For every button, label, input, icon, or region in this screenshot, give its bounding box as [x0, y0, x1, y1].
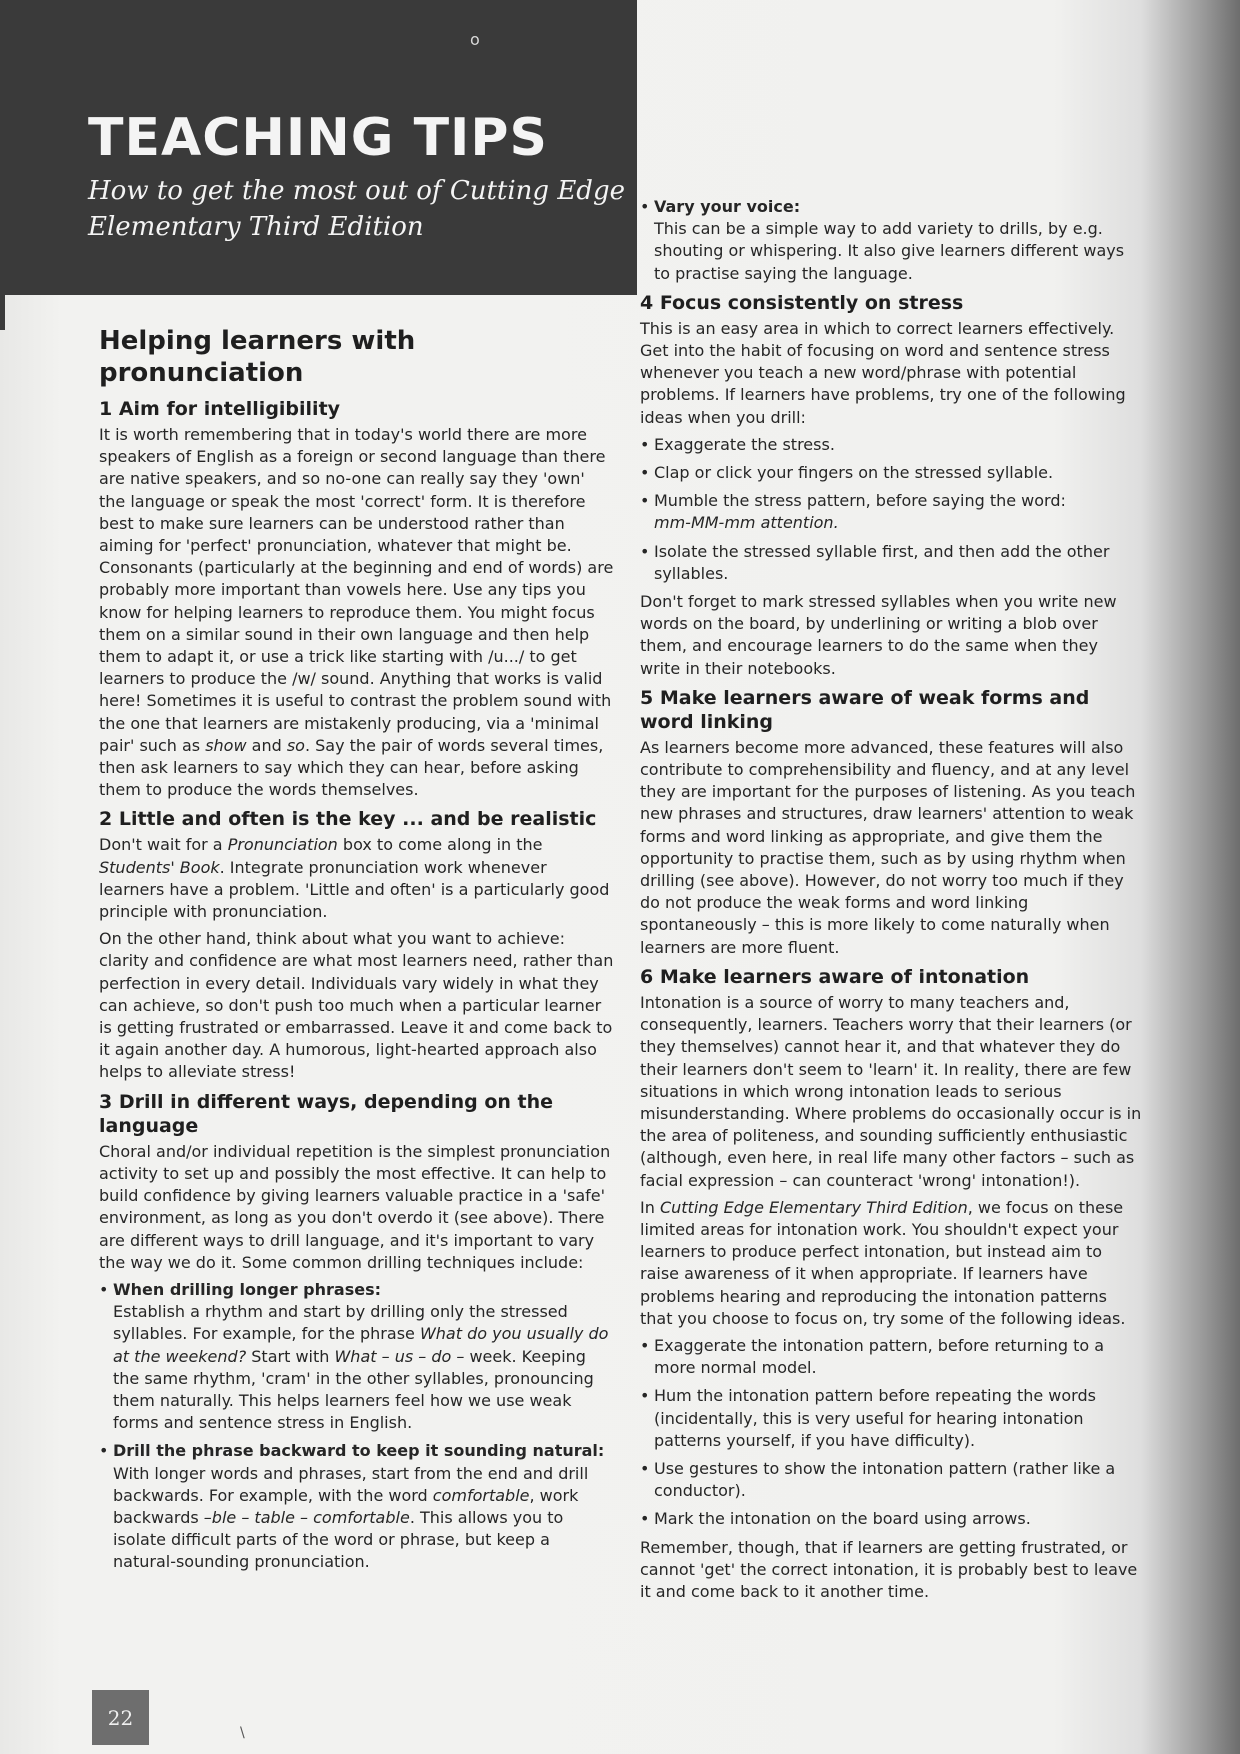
- list-item: [99, 1279, 614, 1434]
- text-run: . Integrate pronunciation work whenever learners have a problem. 'Little and often' is a particularly good principle with pronunciation.: [99, 857, 610, 922]
- text-run-italic: What do you usually do at the weekend?: [113, 1324, 609, 1366]
- text-run: Don't wait for a: [99, 835, 228, 855]
- tip-4-paragraph-1: This is an easy area in which to correct learners effectively. Get into the habit of focusing on word and sentence stress whenever you teach a new word/phrase with potential problems. If learners have problems, try one of the following ideas when you drill:: [640, 318, 1126, 427]
- text-run: . This allows you to isolate difficult parts of the word or phrase, but keep a natural-sounding pronunciation.: [113, 1507, 564, 1572]
- list-item: • Use gestures to show the intonation pattern (rather like a conductor).: [640, 1458, 1142, 1502]
- bullet-heading: • Vary your voice:: [654, 197, 801, 216]
- text-run: Start with: [246, 1346, 335, 1366]
- tip-4-heading: 4 Focus consistently on stress: [640, 291, 964, 314]
- list-item: • Exaggerate the intonation pattern, before returning to a more normal model.: [640, 1335, 1142, 1379]
- tip-3-bullets-continued: [640, 196, 1142, 285]
- tip-6-paragraph-2: [640, 1197, 1142, 1330]
- page-number: 22: [92, 1690, 149, 1745]
- tip-1-paragraph: [99, 424, 614, 801]
- tip-5-paragraph: As learners become more advanced, these features will also contribute to comprehensibility and fluency, and at any level they are important for the purposes of listening. As you teach new phrases and structures, draw learners' attention to weak forms and word linking as appropriate, and give them the opportunity to practise them, such as by using rhythm when drilling (see above). However, do not worry too much if they do not produce the weak forms and word linking spontaneously – this is more likely to come naturally when learners are more fluent.: [640, 737, 1136, 957]
- tip-6-paragraph-3: Remember, though, that if learners are getting frustrated, or cannot 'get' the correct intonation, it is probably best to leave it and come back to it another time.: [640, 1537, 1138, 1601]
- tip-1-heading: 1 Aim for intelligibility: [99, 398, 341, 420]
- text-run: With longer words and phrases, start from the end and drill backwards. For example, with the word: [113, 1463, 589, 1505]
- tip-6-heading: 6 Make learners aware of intonation: [640, 965, 1030, 988]
- header-mark: o: [470, 30, 480, 49]
- bullet-heading: • When drilling longer phrases:: [113, 1279, 382, 1299]
- tip-5-heading: 5 Make learners aware of weak forms and word linking: [640, 686, 1090, 733]
- tip-4-bullets: [640, 434, 1142, 585]
- page-title: TEACHING TIPS: [88, 108, 548, 168]
- left-column: [99, 325, 614, 1580]
- text-run: This can be a simple way to add variety to drills, by e.g. shouting or whispering. It also give learners different ways to practise saying the language.: [654, 219, 1125, 283]
- tip-3-heading: 3 Drill in different ways, depending on the language: [99, 1090, 554, 1137]
- text-run-italic: show: [205, 735, 247, 755]
- tip-2-heading: 2 Little and often is the key ... and be realistic: [99, 808, 597, 831]
- page-subtitle: How to get the most out of Cutting Edge Elementary Third Edition: [88, 176, 625, 242]
- tip-2-paragraph-1: [99, 834, 614, 923]
- text-run: In: [640, 1197, 660, 1217]
- header-edge: [0, 280, 5, 330]
- right-column: [640, 196, 1142, 1608]
- text-run-italic: Pronunciation: [227, 835, 338, 855]
- text-run-italic: comfortable: [432, 1485, 530, 1505]
- tip-6-paragraph-1: Intonation is a source of worry to many teachers and, consequently, learners. Teachers worry that their learners (or they themselves) cannot hear it, and that whatever they do their learners don't seem to 'learn' it. In reality, there are few situations in which wrong intonation leads to serious misunderstanding. Where problems do occasionally occur is in the area of politeness, and sounding sufficiently enthusiastic (although, even here, in real life many other factors – such as facial expression – can counteract 'wrong' intonation!).: [640, 992, 1142, 1190]
- text-run: , work backwards: [113, 1485, 579, 1527]
- text-run-italic: Students' Book: [99, 857, 220, 877]
- list-item: • Exaggerate the stress.: [640, 434, 1142, 456]
- text-run-italic: What – us – do –: [334, 1346, 465, 1366]
- list-item: [640, 490, 1142, 534]
- text-run-italic: Cutting Edge Elementary Third Edition: [659, 1197, 968, 1217]
- tip-2-paragraph-2: On the other hand, think about what you want to achieve: clarity and confidence are what most learners need, rather than perfection in every detail. Individuals vary widely in what they can achieve, so don't push too much when a particular learner is getting frustrated or embarrassed. Leave it and come back to it again another day. A humorous, light-hearted approach also helps to alleviate stress!: [99, 929, 614, 1082]
- list-item: • Isolate the stressed syllable first, and then add the other syllables.: [640, 541, 1142, 585]
- tip-3-paragraph: Choral and/or individual repetition is the simplest pronunciation activity to set up and possibly the most effective. It can help to build confidence by giving learners valuable practice in a 'safe' environment, as long as you don't overdo it (see above). There are different ways to drill language, and it's important to vary the way we do it. Some common drilling techniques include:: [99, 1141, 611, 1272]
- tip-4-paragraph-2: Don't forget to mark stressed syllables when you write new words on the board, by underlining or writing a blob over them, and encourage learners to do the same when they write in their notebooks.: [640, 592, 1117, 678]
- list-item: • Hum the intonation pattern before repeating the words (incidentally, this is very useful for hearing intonation patterns yourself, if you have difficulty).: [640, 1385, 1142, 1452]
- list-item: • Mark the intonation on the board using arrows.: [640, 1508, 1142, 1530]
- text-run: box to come along in the: [337, 835, 543, 855]
- stray-mark: \: [240, 1725, 245, 1741]
- text-run: . Say the pair of words several times, then ask learners to say which they can hear, before asking them to produce the words themselves.: [99, 735, 604, 800]
- section-title: Helping learners with pronunciation: [99, 326, 416, 388]
- list-item: [640, 196, 1142, 285]
- text-run-italic: so: [286, 735, 305, 755]
- text-run: week. Keeping the same rhythm, 'cram' in the other syllables, pronouncing them naturally. This helps learners feel how we use weak forms and sentence stress in English.: [113, 1346, 594, 1433]
- text-run: Establish a rhythm and start by drilling only the stressed syllables. For example, for the phrase: [113, 1302, 568, 1344]
- list-item: [99, 1440, 614, 1573]
- list-item: • Clap or click your fingers on the stressed syllable.: [640, 462, 1142, 484]
- text-run: It is worth remembering that in today's world there are more speakers of English as a foreign or second language than there are native speakers, and so no-one can really say they 'own' the language or speak the most 'correct' form. It is therefore best to make sure learners can be understood rather than aiming for 'perfect' pronunciation, whatever that might be. Consonants (particularly at the beginning and end of words) are probably more important than vowels here. Use any tips you know for helping learners to reproduce them. You might focus them on a similar sound in their own language and then help them to adapt it, or use a trick like starting with /u.../ to get learners to produce the /w/ sound. Anything that works is valid here! Sometimes it is useful to contrast the problem sound with the one that learners are mistakenly producing, via a 'minimal pair' such as: [99, 425, 614, 755]
- tip-3-bullets: [99, 1279, 614, 1574]
- text-run-italic: –ble – table – comfortable: [203, 1507, 410, 1527]
- text-run-italic: mm-MM-mm attention.: [654, 513, 839, 533]
- text-run: , we focus on these limited areas for intonation work. You shouldn't expect your learners to produce perfect intonation, but instead aim to raise awareness of it when appropriate. If learners have problems hearing and reproducing the intonation patterns that you choose to focus on, try some of the following ideas.: [640, 1197, 1126, 1328]
- bullet-heading: • Drill the phrase backward to keep it sounding natural:: [113, 1441, 605, 1461]
- text-run: Mumble the stress pattern, before saying the word:: [654, 491, 1066, 511]
- header-banner: [0, 0, 637, 295]
- text-run: and: [246, 735, 287, 755]
- tip-6-bullets: [640, 1335, 1142, 1531]
